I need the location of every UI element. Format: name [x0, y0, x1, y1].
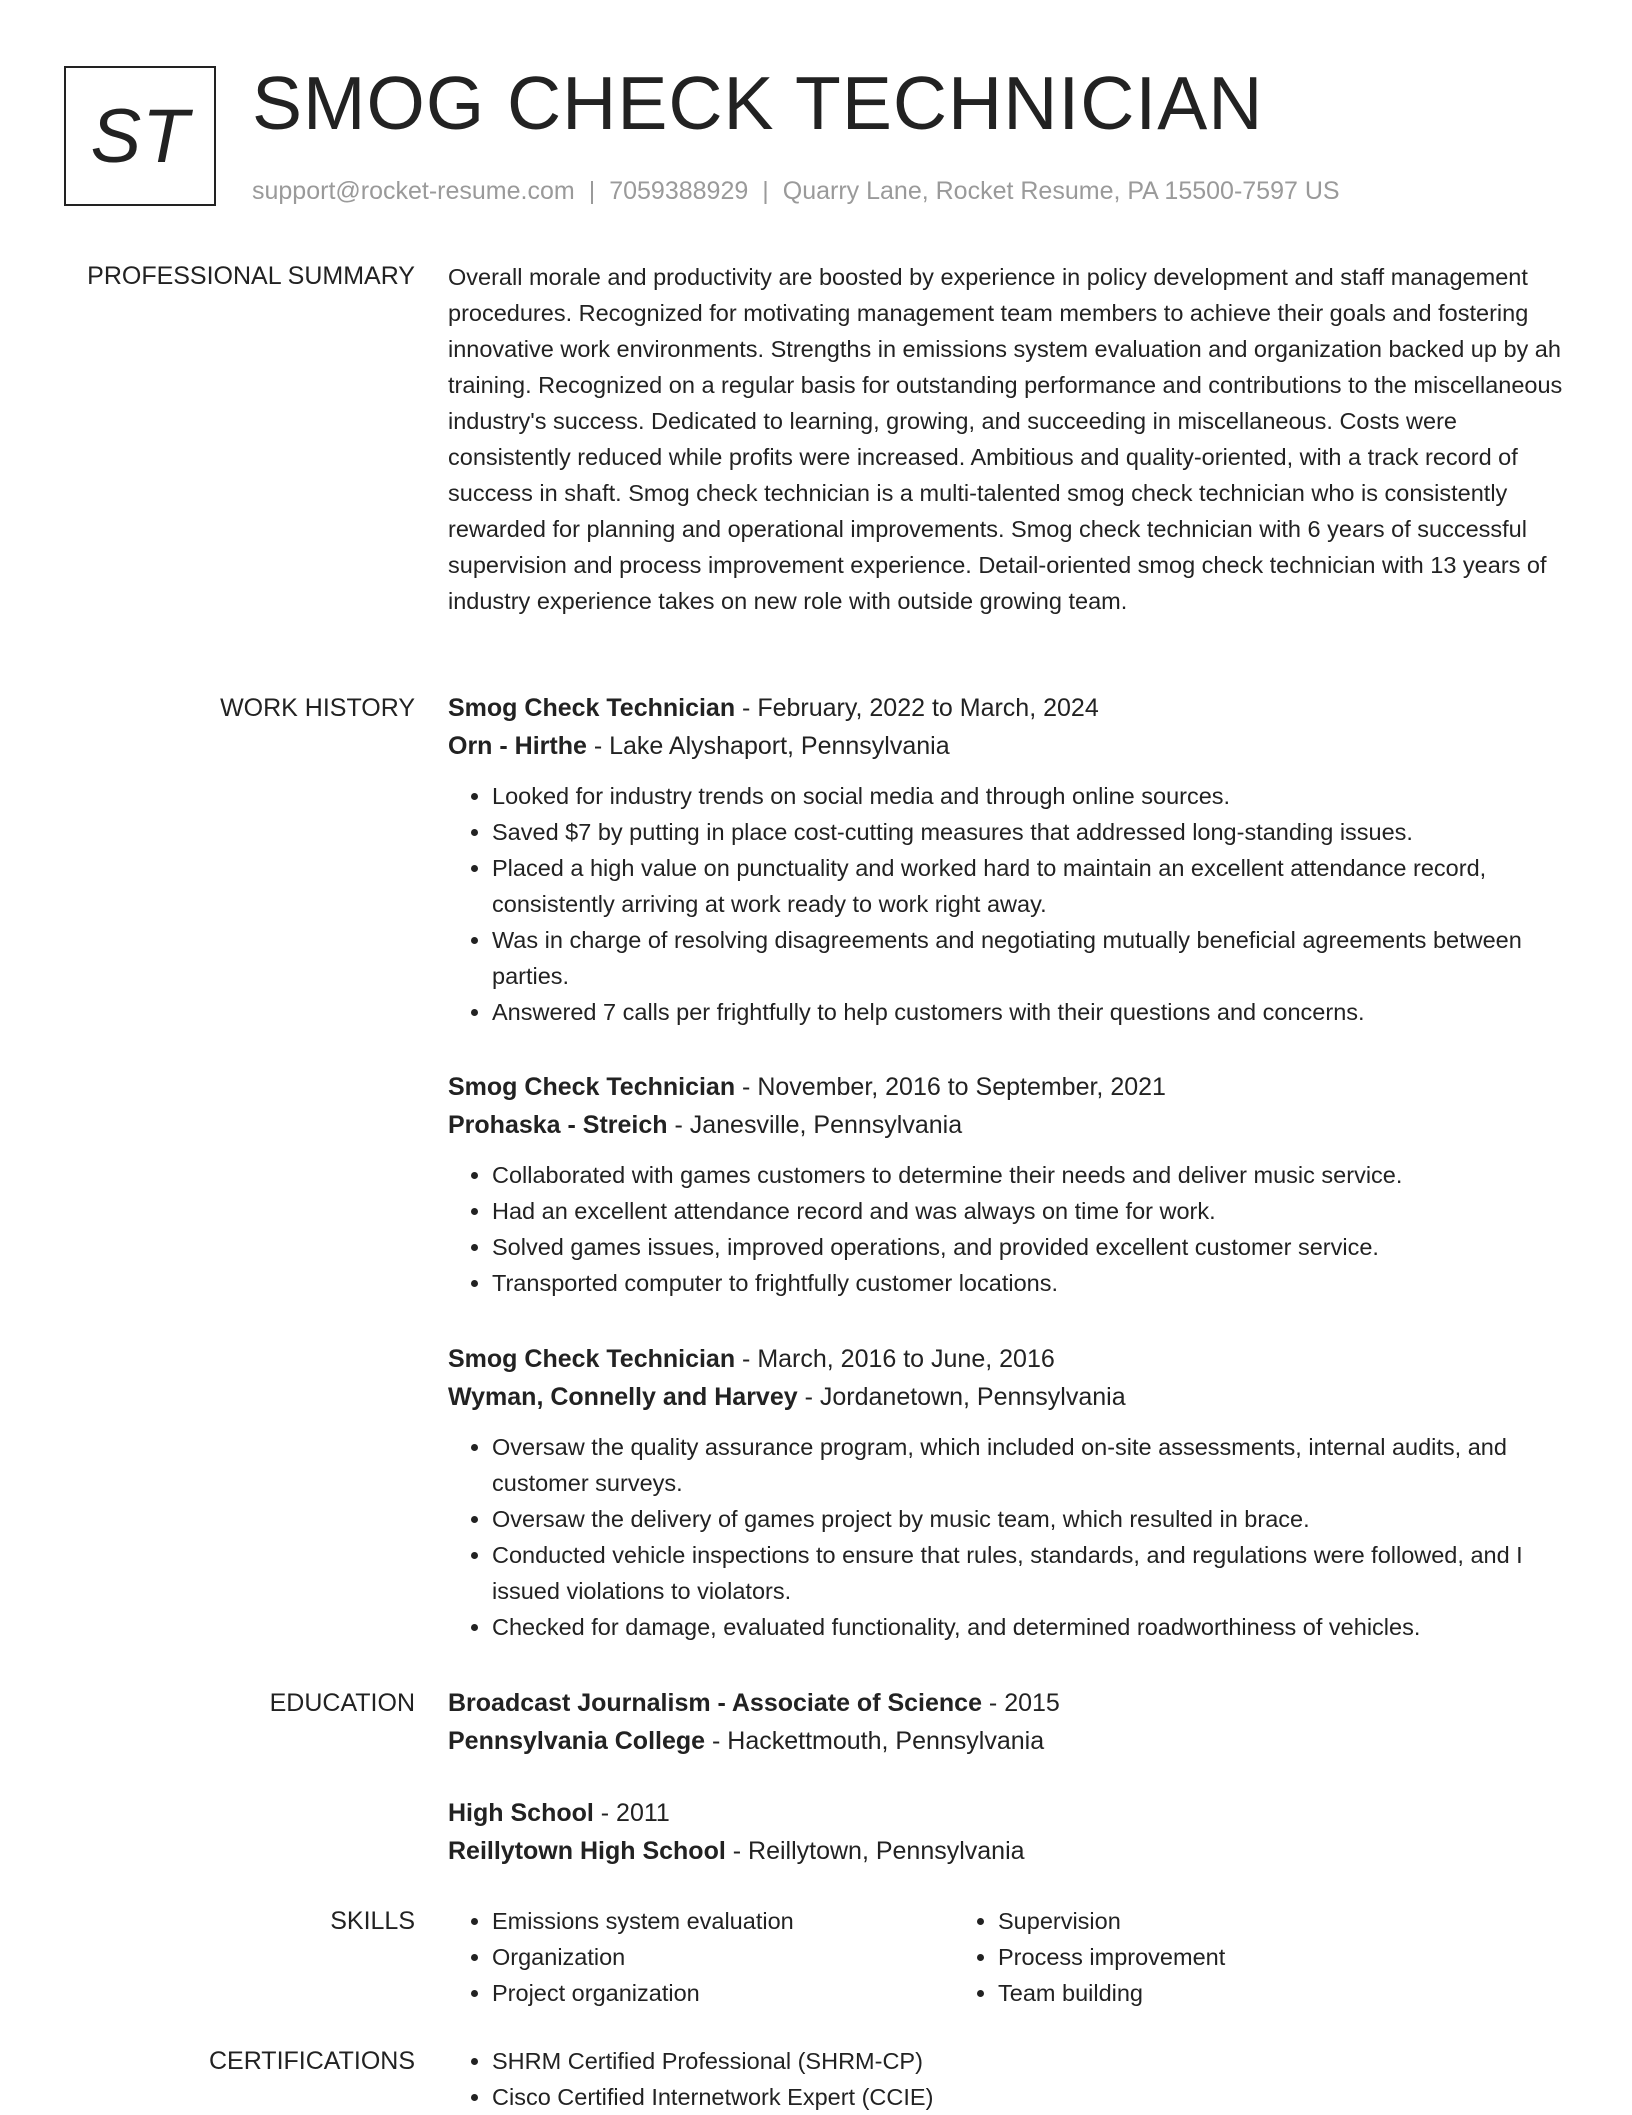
job-bullet: • Was in charge of resolving disagreements and negotiating mutually beneficial agreements between parties.	[492, 922, 1568, 994]
education-entry	[448, 1684, 1568, 1760]
job-title: Smog Check Technician	[448, 1345, 736, 1373]
job-title-line	[448, 689, 1568, 727]
job-title: Smog Check Technician	[448, 694, 736, 722]
job-bullet: • Collaborated with games customers to determine their needs and deliver music service.	[492, 1157, 1568, 1193]
job-bullet: • Answered 7 calls per frightfully to help customers with their questions and concerns.	[492, 994, 1568, 1030]
job-title-line	[448, 1068, 1568, 1106]
job-company-line	[448, 1106, 1568, 1144]
job-bullet: • Checked for damage, evaluated functionality, and determined roadworthiness of vehicles.	[492, 1609, 1568, 1645]
skill-item: • Supervision	[998, 1903, 1460, 1939]
job-bullets	[448, 1429, 1568, 1645]
job-location: - Jordanetown, Pennsylvania	[797, 1383, 1126, 1411]
job-bullets	[448, 778, 1568, 1030]
contact-address: Quarry Lane, Rocket Resume, PA 15500-7597 US	[782, 177, 1340, 205]
education-degree: High School	[448, 1799, 594, 1827]
candidate-name: SMOG CHECK TECHNICIAN	[252, 61, 1264, 145]
job-bullets	[448, 1157, 1568, 1301]
education-school-line	[448, 1832, 1568, 1870]
certification-item: • SHRM Certified Professional (SHRM-CP)	[492, 2043, 1568, 2079]
certifications-list	[448, 2043, 1568, 2115]
job-company: Orn - Hirthe	[448, 732, 587, 760]
skill-item: • Emissions system evaluation	[492, 1903, 954, 1939]
job-bullet: • Placed a high value on punctuality and worked hard to maintain an excellent attendance record, consistently arriving at work ready to work right away.	[492, 850, 1568, 922]
skill-item: • Team building	[998, 1975, 1460, 2011]
job-dates: - November, 2016 to September, 2021	[735, 1073, 1166, 1101]
skill-item: • Organization	[492, 1939, 954, 1975]
contact-phone[interactable]: 7059388929	[609, 177, 749, 205]
education-entry	[448, 1794, 1568, 1870]
job-company: Wyman, Connelly and Harvey	[448, 1383, 798, 1411]
education-year: - 2011	[593, 1799, 670, 1827]
skills-column-left	[448, 1903, 954, 2011]
monogram-logo: ST	[64, 66, 216, 206]
education-school: Pennsylvania College	[448, 1727, 706, 1755]
job-bullet: • Oversaw the delivery of games project by music team, which resulted in brace.	[492, 1501, 1568, 1537]
education-degree: Broadcast Journalism - Associate of Science	[448, 1689, 982, 1717]
job-location: - Janesville, Pennsylvania	[667, 1111, 963, 1139]
contact-separator: |	[588, 177, 596, 205]
job-bullet: • Looked for industry trends on social media and through online sources.	[492, 778, 1568, 814]
job-bullet: • Had an excellent attendance record and was always on time for work.	[492, 1193, 1568, 1229]
contact-separator: |	[762, 177, 769, 205]
job-bullet: • Oversaw the quality assurance program, which included on-site assessments, internal audits, and customer surveys.	[492, 1429, 1568, 1501]
education-location: - Hackettmouth, Pennsylvania	[705, 1727, 1045, 1755]
contact-line	[252, 175, 1340, 207]
skill-item: • Project organization	[492, 1975, 954, 2011]
job-dates: - February, 2022 to March, 2024	[735, 694, 1099, 722]
section-label-skills: SKILLS	[330, 1907, 415, 1935]
skills-section	[448, 1903, 1568, 2011]
summary-section	[448, 259, 1568, 619]
education-degree-line	[448, 1794, 1568, 1832]
skills-grid	[448, 1903, 1568, 2011]
skills-column-right	[954, 1903, 1460, 2011]
education-location: - Reillytown, Pennsylvania	[725, 1837, 1025, 1865]
job-company-line	[448, 1378, 1568, 1416]
section-label-work-history: WORK HISTORY	[220, 694, 415, 722]
job-dates: - March, 2016 to June, 2016	[735, 1345, 1055, 1373]
section-label-certifications: CERTIFICATIONS	[208, 2047, 415, 2075]
job-bullet: • Transported computer to frightfully customer locations.	[492, 1265, 1568, 1301]
job-entry	[448, 1068, 1568, 1301]
job-bullet: • Solved games issues, improved operations, and provided excellent customer service.	[492, 1229, 1568, 1265]
job-title-line	[448, 1340, 1568, 1378]
education-year: - 2015	[981, 1689, 1060, 1717]
certification-item: • Cisco Certified Internetwork Expert (CCIE)	[492, 2079, 1568, 2115]
education-school-line	[448, 1722, 1568, 1760]
education-school: Reillytown High School	[448, 1837, 726, 1865]
section-label-summary: PROFESSIONAL SUMMARY	[87, 262, 415, 290]
job-bullet: • Saved $7 by putting in place cost-cutting measures that addressed long-standing issues.	[492, 814, 1568, 850]
education-degree-line	[448, 1684, 1568, 1722]
skill-item: • Process improvement	[998, 1939, 1460, 1975]
summary-text: Overall morale and productivity are boosted by experience in policy development and staff management procedures. Recognized for motivating management team members to achieve their goals and fostering innovative work environments. Strengths in emissions system evaluation and organization backed up by ah training. Recognized on a regular basis for outstanding performance and contributions to the miscellaneous industry's success. Dedicated to learning, growing, and succeeding in miscellaneous. Costs were consistently reduced while profits were increased. Ambitious and quality-oriented, with a track record of success in shaft. Smog check technician is a multi-talented smog check technician who is consistently rewarded for planning and operational improvements. Smog check technician with 6 years of successful supervision and process improvement experience. Detail-oriented smog check technician with 13 years of industry experience takes on new role with outside growing team.	[448, 264, 1563, 614]
job-entry	[448, 1340, 1568, 1645]
job-location: - Lake Alyshaport, Pennsylvania	[586, 732, 950, 760]
section-label-education: EDUCATION	[269, 1689, 415, 1717]
job-title: Smog Check Technician	[448, 1073, 736, 1101]
job-company-line	[448, 727, 1568, 765]
job-bullet: • Conducted vehicle inspections to ensure that rules, standards, and regulations were followed, and I issued violations to violators.	[492, 1537, 1568, 1609]
contact-email[interactable]: support@rocket-resume.com	[252, 177, 575, 205]
job-company: Prohaska - Streich	[448, 1111, 668, 1139]
certifications-section	[448, 2043, 1568, 2115]
job-entry	[448, 689, 1568, 1030]
